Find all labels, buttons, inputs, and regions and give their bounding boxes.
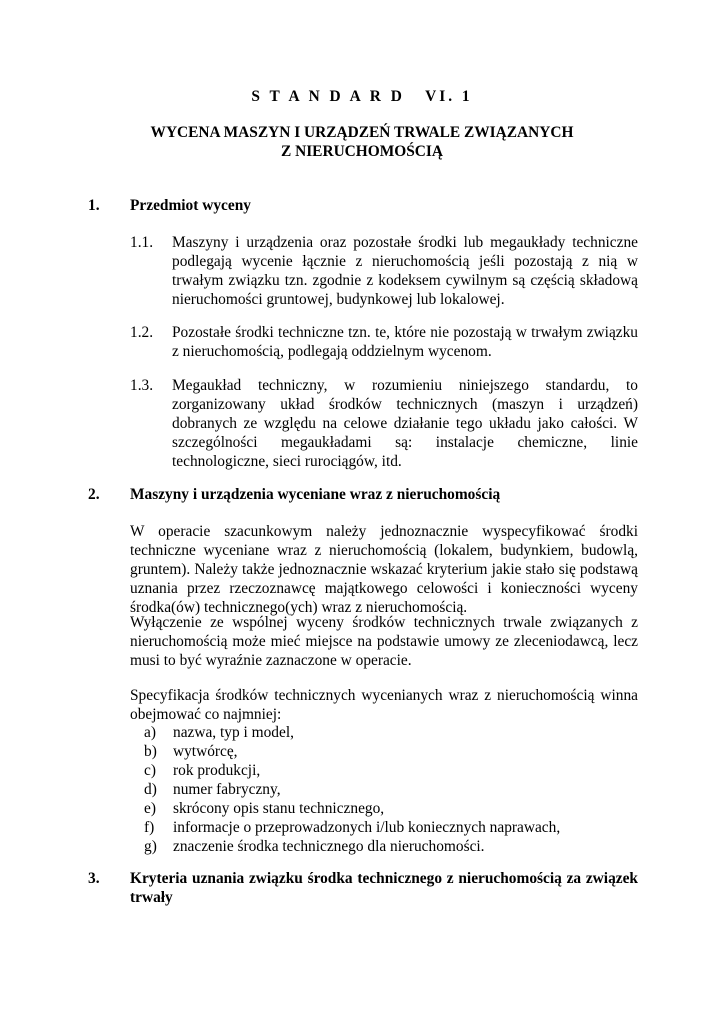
section-2-number: 2. [88,486,100,503]
list-item-marker: d) [144,781,157,798]
standard-number: S T A N D A R D VI. 1 [251,88,473,105]
subsection-1-1-text: Maszyny i urządzenia oraz pozostałe środki lub megaukłady techniczne podlegają wycenie łącznie z nieruchomością jeśli pozostają z nią w trwałym związku tzn. zgodnie z kodeksem cywilnym są częścią składową nieruchomości gruntowej, budynkowej lub lokalowej. [172,234,638,308]
list-item-text: numer fabryczny, [173,781,281,798]
document-title [100,123,624,161]
list-item [130,723,638,742]
list-item-marker: b) [144,743,157,760]
specification-list [130,723,638,856]
section-1-title: Przedmiot wyceny [130,197,251,214]
subsection-1-2-number: 1.2. [130,324,154,341]
document-title-line-2: Z NIERUCHOMOŚCIĄ [280,143,444,160]
section-2-paragraph-2: Wyłączenie ze wspólnej wyceny środków technicznych trwale związanych z nieruchomością może mieć miejsce na podstawie umowy ze zleceniodawcą, lecz musi to być wyraźnie zaznaczone w operacie. [130,614,638,669]
list-item-text: informacje o przeprowadzonych i/lub koniecznych naprawach, [173,819,561,836]
list-item [130,818,638,837]
list-item [130,799,638,818]
list-item-marker: c) [144,762,156,779]
list-item-marker: e) [144,800,156,817]
list-item-text: znaczenie środka technicznego dla nieruchomości. [173,838,485,855]
subsection-1-2-text: Pozostałe środki techniczne tzn. te, które nie pozostają w trwałym związku z nieruchomością, podlegają oddzielnym wycenom. [172,324,638,360]
list-item [130,780,638,799]
section-3-number: 3. [88,870,100,887]
list-item-marker: g) [144,838,157,855]
section-2-paragraph-1: W operacie szacunkowym należy jednoznacznie wyspecyfikować środki techniczne wyceniane wraz z nieruchomością (lokalem, budynkiem, budowlą, gruntem). Należy także jednoznacznie wskazać kryterium jakie stało się podstawą uznania przez rzeczoznawcę majątkowego celowości i konieczności wyceny środka(ów) technicznego(ych) wraz z nieruchomością. [130,523,638,616]
section-2-title: Maszyny i urządzenia wyceniane wraz z nieruchomością [130,486,501,503]
subsection-1-3-text: Megaukład techniczny, w rozumieniu niniejszego standardu, to zorganizowany układ środków technicznych (maszyn i urządzeń) dobranych ze względu na celowe działanie tego układu jako całości. W szczególności megaukładami są: instalacje chemiczne, linie technologiczne, sieci rurociągów, itd. [172,377,638,470]
list-item-text: nazwa, typ i model, [173,724,294,741]
list-item-text: skrócony opis stanu technicznego, [173,800,385,817]
list-item-marker: a) [144,724,156,741]
subsection-1-1-number: 1.1. [130,234,154,251]
section-1-number: 1. [88,197,100,214]
list-item [130,761,638,780]
document-title-line-1: WYCENA MASZYN I URZĄDZEŃ TRWALE ZWIĄZANYCH [150,124,574,141]
section-2-paragraph-3: Specyfikacja środków technicznych wycenianych wraz z nieruchomością winna obejmować co najmniej: [130,687,638,723]
list-item-text: rok produkcji, [173,762,261,779]
list-item-marker: f) [144,819,155,836]
list-item-text: wytwórcę, [173,743,238,760]
subsection-1-3-number: 1.3. [130,377,154,394]
list-item [130,837,638,856]
list-item [130,742,638,761]
section-3-title: Kryteria uznania związku środka technicznego z nieruchomością za związek trwały [130,870,638,906]
